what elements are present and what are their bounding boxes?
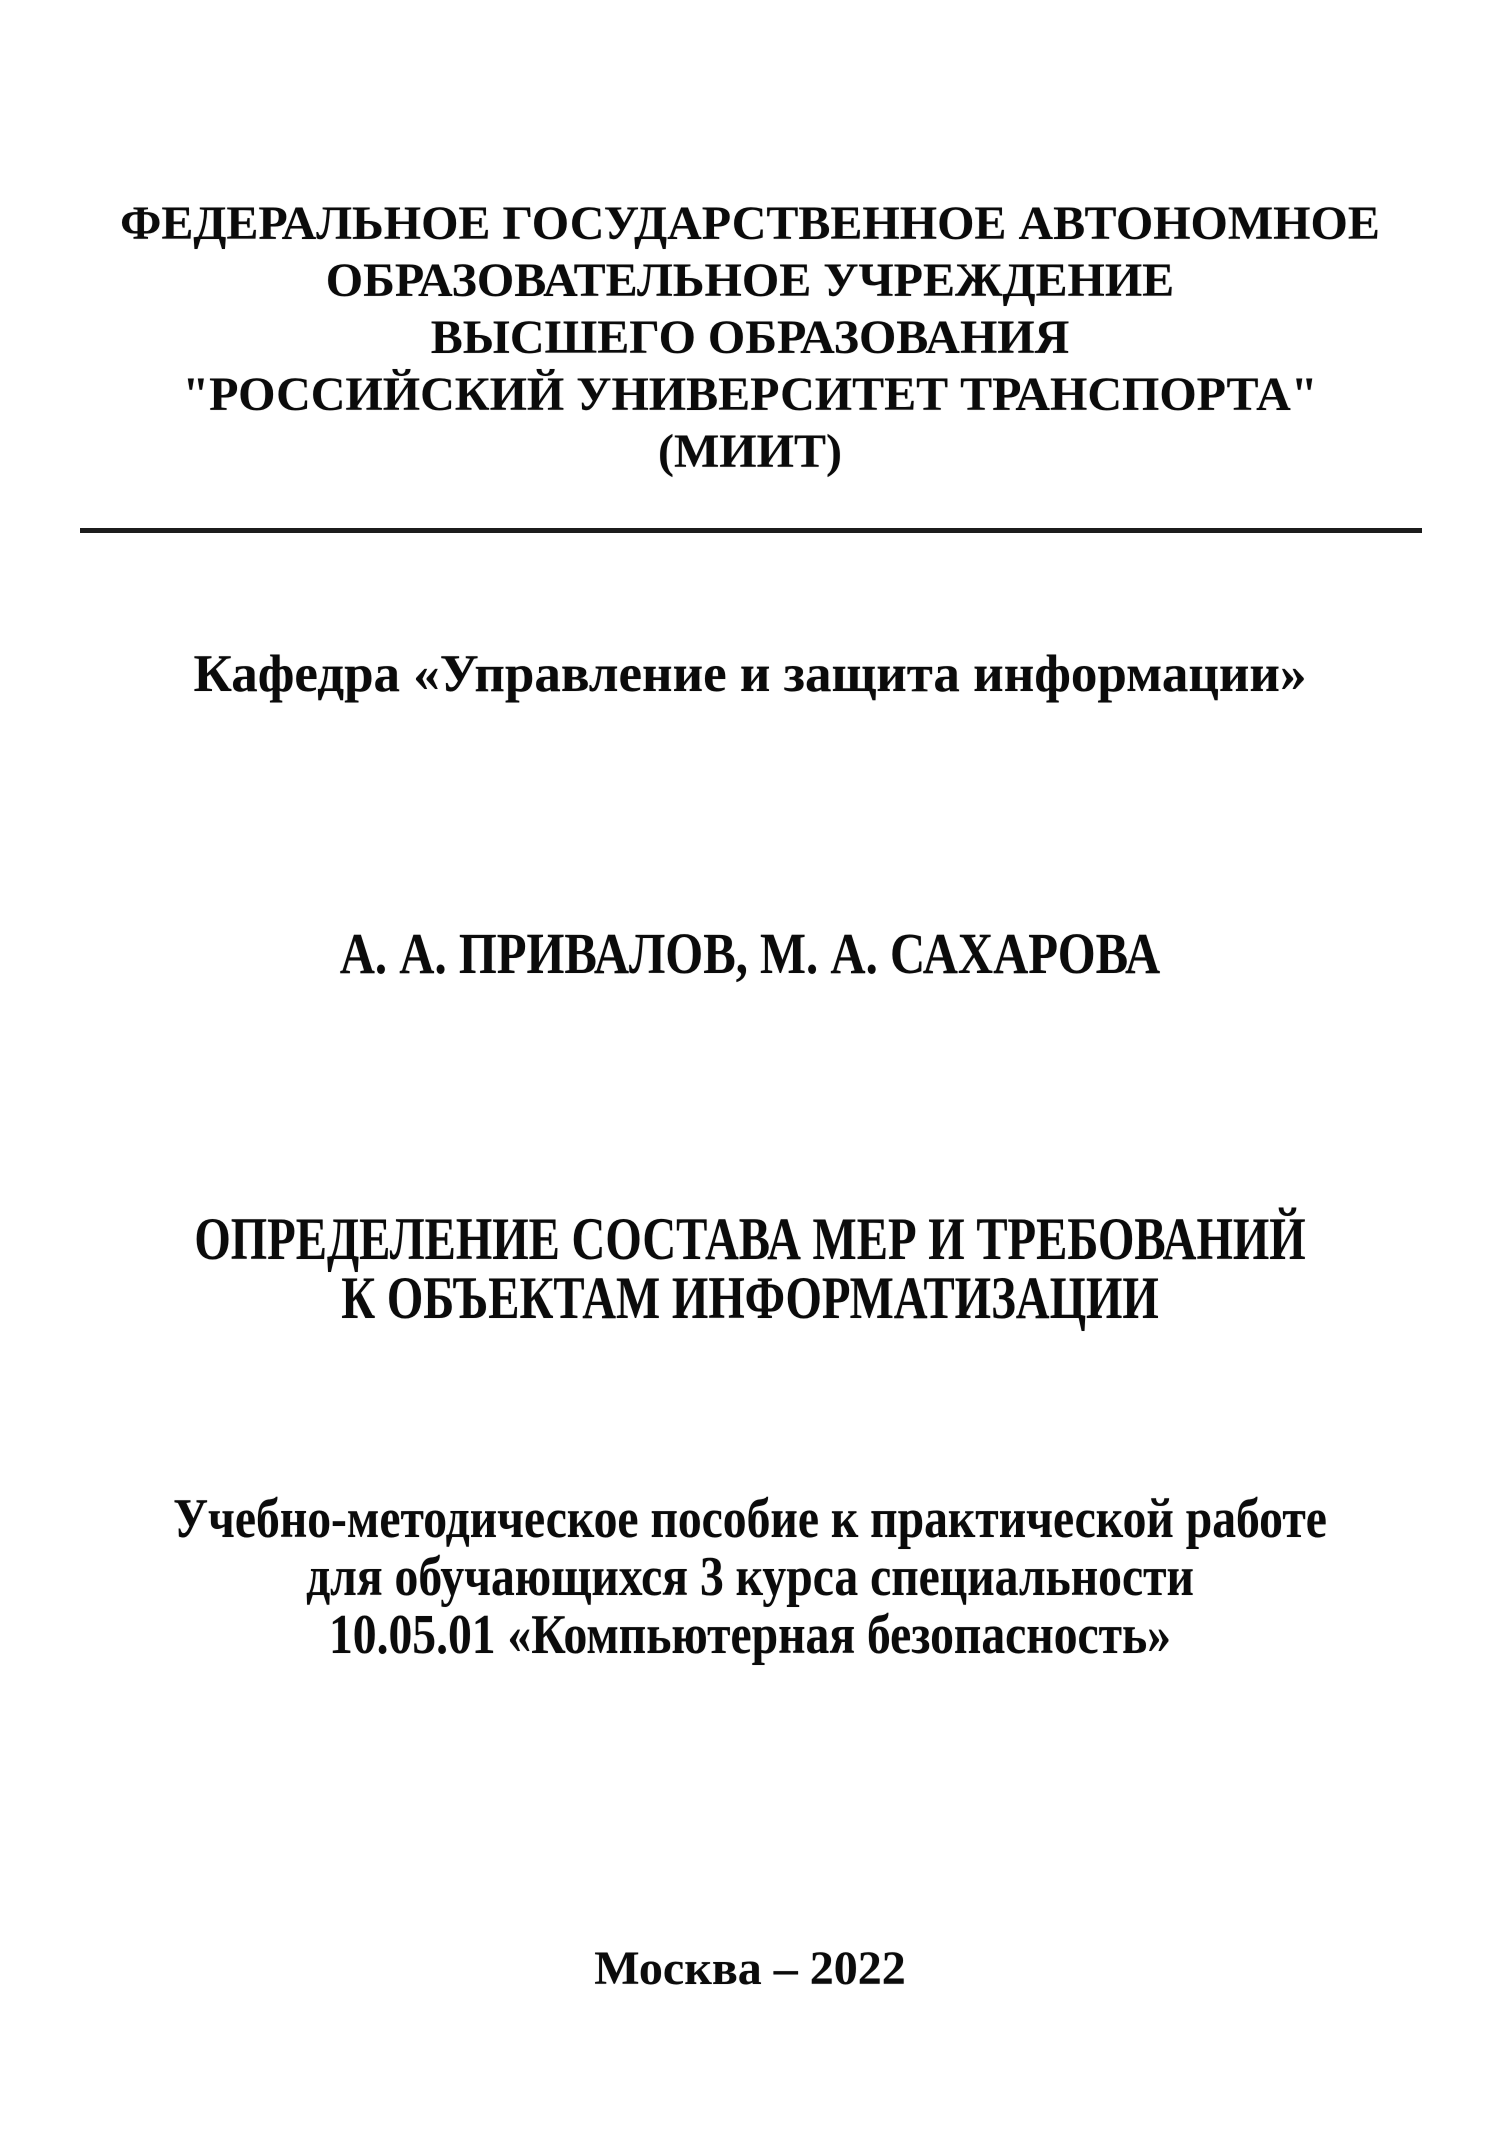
institution-line-1: ФЕДЕРАЛЬНОЕ ГОСУДАРСТВЕННОЕ АВТОНОМНОЕ <box>120 197 1380 250</box>
institution-line-4: "РОССИЙСКИЙ УНИВЕРСИТЕТ ТРАНСПОРТА" <box>182 368 1318 421</box>
document-subtitle-line-3: 10.05.01 «Компьютерная безопасность» <box>329 1604 1171 1666</box>
institution-header <box>0 195 1500 480</box>
document-subtitle <box>113 1490 1388 1664</box>
city-year: Москва – 2022 <box>594 1942 906 1995</box>
institution-line-2: ОБРАЗОВАТЕЛЬНОЕ УЧРЕЖДЕНИЕ <box>325 254 1175 307</box>
institution-line-5: (МИИТ) <box>658 425 842 478</box>
document-title-line-1: ОПРЕДЕЛЕНИЕ СОСТАВА МЕР И ТРЕБОВАНИЙ <box>194 1206 1306 1272</box>
document-subtitle-line-2: для обучающихся 3 курса специальности <box>306 1546 1194 1608</box>
document-title-line-2: К ОБЪЕКТАМ ИНФОРМАТИЗАЦИИ <box>341 1265 1159 1331</box>
department-name: Кафедра «Управление и защита информации» <box>193 645 1307 703</box>
separator-rule <box>80 528 1422 533</box>
institution-line-3: ВЫСШЕГО ОБРАЗОВАНИЯ <box>430 311 1070 364</box>
document-title <box>165 1206 1335 1331</box>
document-subtitle-line-1: Учебно-методическое пособие к практической работе <box>173 1488 1327 1550</box>
authors-line: А. А. ПРИВАЛОВ, М. А. САХАРОВА <box>339 921 1161 986</box>
